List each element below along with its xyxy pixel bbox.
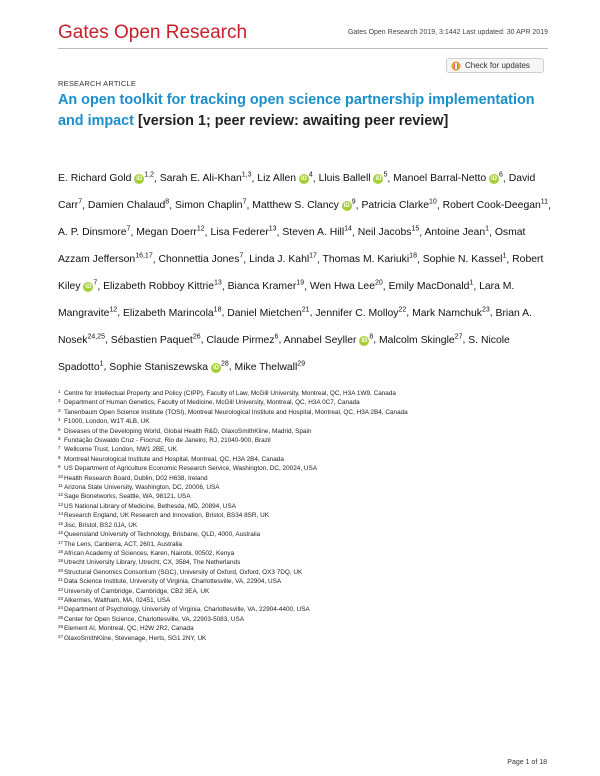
affiliation-text: Jisc, Bristol, BS2 0JA, UK bbox=[64, 521, 138, 529]
author-name[interactable]: Neil Jacobs bbox=[357, 227, 412, 239]
citation-meta: Gates Open Research 2019, 3:1442 Last updated: 30 APR 2019 bbox=[347, 29, 548, 36]
affiliation-text: Diseases of the Developing World, Global Health R&D, GlaxoSmithKline, Madrid, Spain bbox=[64, 427, 312, 435]
title-main: An open toolkit for tracking open science partnership implementation and impact bbox=[58, 92, 535, 129]
affiliation bbox=[58, 492, 558, 501]
affiliation bbox=[58, 455, 558, 464]
affiliation-number: 8 bbox=[58, 454, 61, 460]
affiliation-number: 2 bbox=[58, 398, 61, 404]
author[interactable] bbox=[206, 335, 278, 346]
author-name[interactable]: David Carr bbox=[58, 173, 536, 212]
author[interactable] bbox=[123, 308, 221, 319]
affiliation-number: 3 bbox=[58, 407, 61, 413]
article-title bbox=[58, 90, 550, 132]
author-name[interactable]: Osmat Azzam Jefferson bbox=[58, 227, 526, 266]
author-name[interactable]: Mike Thelwall bbox=[234, 361, 298, 373]
author[interactable] bbox=[252, 200, 355, 211]
author-name[interactable]: Daniel Mietchen bbox=[227, 307, 302, 319]
author-name[interactable]: Sophie Staniszewska bbox=[109, 361, 209, 373]
author-name[interactable]: Antoine Jean bbox=[424, 227, 486, 239]
author[interactable] bbox=[88, 200, 169, 211]
affiliation-number: 9 bbox=[58, 464, 61, 470]
check-for-updates-button[interactable] bbox=[446, 58, 544, 73]
affiliation-number: 11 bbox=[58, 483, 63, 489]
affiliation-number: 20 bbox=[58, 567, 64, 573]
author-name[interactable]: Megan Doerr bbox=[136, 227, 197, 239]
author-name[interactable]: Lisa Federer bbox=[210, 227, 269, 239]
author-name[interactable]: S. Nicole Spadotto bbox=[58, 334, 510, 373]
affiliation bbox=[58, 445, 558, 454]
author[interactable] bbox=[389, 281, 474, 292]
affiliation-ref: 1 bbox=[502, 252, 507, 260]
affiliation-number: 26 bbox=[58, 624, 64, 630]
author-name[interactable]: Liz Allen bbox=[257, 173, 296, 185]
affiliation bbox=[58, 596, 558, 605]
author[interactable] bbox=[310, 281, 383, 292]
author[interactable] bbox=[58, 173, 154, 184]
affiliation-text: US Department of Agriculture Economic Research Service, Washington, DC, 20024, USA bbox=[64, 465, 318, 473]
author-name[interactable]: Steven A. Hill bbox=[282, 227, 345, 239]
affiliation-ref: 6 bbox=[499, 172, 503, 179]
affiliation bbox=[58, 577, 558, 586]
affiliation-ref: 26 bbox=[192, 333, 201, 341]
affiliation-number: 14 bbox=[58, 511, 64, 517]
author[interactable] bbox=[160, 173, 252, 184]
author-name[interactable]: Damien Chalaud bbox=[87, 200, 166, 212]
author-name[interactable]: Mark Namchuk bbox=[412, 307, 482, 319]
affiliation-number: 27 bbox=[58, 633, 64, 639]
affiliation-number: 15 bbox=[58, 520, 64, 526]
author[interactable] bbox=[315, 308, 406, 319]
affiliation-text: The Lens, Canberra, ACT, 2601, Australia bbox=[64, 540, 182, 548]
affiliation-ref: 13 bbox=[268, 225, 277, 233]
affiliation-number: 18 bbox=[58, 548, 64, 554]
affiliation-ref: 19 bbox=[296, 279, 305, 287]
author-name[interactable]: Lluis Ballell bbox=[318, 173, 371, 185]
affiliation-text: Montreal Neurological Institute and Hospital, Montreal, QC, H3A 2B4, Canada bbox=[64, 455, 284, 463]
orcid-icon[interactable]: iD bbox=[343, 203, 350, 210]
affiliation-text: Utrecht University Library, Utrecht, CX, 3584, The Netherlands bbox=[64, 559, 241, 567]
affiliation bbox=[58, 389, 558, 398]
orcid-icon[interactable]: iD bbox=[300, 176, 307, 183]
author[interactable] bbox=[393, 173, 503, 184]
check-for-updates-label: Check for updates bbox=[465, 61, 530, 70]
author[interactable] bbox=[282, 227, 352, 238]
author-name[interactable]: Patricia Clarke bbox=[361, 200, 430, 212]
author[interactable] bbox=[58, 227, 130, 238]
affiliation-ref: 11 bbox=[540, 198, 549, 206]
author[interactable] bbox=[159, 254, 244, 265]
author[interactable] bbox=[257, 173, 313, 184]
affiliation-ref: 1,2 bbox=[144, 172, 154, 179]
author-name[interactable]: Annabel Seyller bbox=[283, 334, 357, 346]
affiliation bbox=[58, 568, 558, 577]
author-name[interactable]: Brian A. Nosek bbox=[58, 307, 532, 346]
page-header bbox=[58, 22, 548, 46]
affiliation bbox=[58, 521, 558, 530]
affiliation-text: F1000, London, W1T 4LB, UK bbox=[64, 418, 150, 426]
affiliation-ref: 7 bbox=[126, 225, 131, 233]
affiliation-number: 25 bbox=[58, 614, 64, 620]
affiliation-text: GlaxoSmithKline, Stevenage, Herts, SG1 2NY, UK bbox=[64, 634, 207, 642]
affiliation-text: Health Research Board, Dublin, D02 H638, Ireland bbox=[64, 474, 208, 482]
affiliation-text: Fundação Oswaldo Cruz - Fiocruz, Rio de Janeiro, RJ, 21040-900, Brazil bbox=[64, 437, 271, 445]
orcid-icon[interactable]: iD bbox=[491, 176, 498, 183]
affiliation-text: Structural Genomics Consortium (SGC), University of Oxford, Oxford, OX3 7DQ, UK bbox=[64, 568, 303, 576]
author-name[interactable]: Malcolm Skingle bbox=[379, 334, 455, 346]
author[interactable] bbox=[319, 173, 388, 184]
author-name[interactable]: Bianca Kramer bbox=[227, 280, 297, 292]
affiliation-number: 16 bbox=[58, 530, 64, 536]
author[interactable] bbox=[284, 335, 374, 346]
affiliation-ref: 8 bbox=[165, 198, 170, 206]
affiliation-ref: 15 bbox=[411, 225, 420, 233]
author-name[interactable]: Linda J. Kahl bbox=[249, 254, 310, 266]
author-name[interactable]: Manoel Barral-Netto bbox=[393, 173, 487, 185]
author-name[interactable]: Robert Cook-Deegan bbox=[442, 200, 541, 212]
author[interactable] bbox=[358, 227, 420, 238]
affiliation-number: 19 bbox=[58, 558, 64, 564]
affiliation-ref: 18 bbox=[213, 306, 222, 314]
affiliation-ref: 13 bbox=[214, 279, 222, 287]
affiliation-text: Research England, UK Research and Innovation, Bristol, BS34 8SR, UK bbox=[64, 512, 269, 520]
affiliation bbox=[58, 398, 558, 407]
affiliation-text: Tanenbaum Open Science Institute (TOSI), Montreal Neurological Institute and Hospital, Montreal, QC, H3A 2B4, Canada bbox=[64, 408, 408, 416]
affiliation-ref: 14 bbox=[344, 225, 352, 233]
affiliation-ref: 1 bbox=[469, 279, 474, 287]
affiliation-number: 5 bbox=[58, 426, 61, 432]
affiliation-ref: 21 bbox=[301, 306, 310, 314]
affiliation-text: Department of Human Genetics, Faculty of Medicine, McGill University, Montreal, QC, H3A 0C7, Canada bbox=[64, 399, 360, 407]
author-name[interactable]: Matthew S. Clancy bbox=[252, 200, 339, 212]
affiliation-ref: 5 bbox=[383, 172, 388, 179]
affiliation-ref: 28 bbox=[220, 360, 229, 368]
affiliation-text: Element AI, Montreal, QC, H2W 2R2, Canada bbox=[64, 625, 194, 633]
affiliation-number: 17 bbox=[58, 539, 64, 545]
affiliation-number: 21 bbox=[58, 577, 64, 583]
author-name[interactable]: Emily MacDonald bbox=[388, 280, 470, 292]
affiliation bbox=[58, 408, 558, 417]
affiliation-number: 1 bbox=[58, 389, 61, 394]
author[interactable] bbox=[103, 281, 222, 292]
affiliation-number: 12 bbox=[58, 492, 64, 498]
author[interactable] bbox=[361, 200, 436, 211]
peer-review-status: [version 1; peer review: awaiting peer review] bbox=[133, 113, 449, 129]
header-divider bbox=[58, 48, 548, 49]
author[interactable] bbox=[323, 254, 417, 265]
page-number: Page 1 of 18 bbox=[507, 759, 547, 766]
affiliation-ref: 7 bbox=[93, 279, 98, 287]
affiliation-ref: 17 bbox=[309, 252, 317, 260]
author[interactable] bbox=[379, 335, 462, 346]
affiliation-number: 24 bbox=[58, 605, 64, 611]
affiliation-list bbox=[58, 389, 558, 643]
affiliation-text: Data Science Institute, University of Virginia, Charlottesville, VA, 22904, USA bbox=[64, 578, 282, 586]
author-name[interactable]: Claude Pirmez bbox=[206, 334, 275, 346]
author[interactable] bbox=[235, 362, 306, 373]
orcid-icon[interactable]: iD bbox=[212, 364, 219, 371]
affiliation bbox=[58, 427, 558, 436]
affiliation bbox=[58, 511, 558, 520]
orcid-icon[interactable]: iD bbox=[85, 283, 92, 290]
affiliation-text: Arizona State University, Washington, DC, 20006, USA bbox=[64, 484, 220, 492]
crossmark-icon bbox=[451, 61, 461, 71]
author-name[interactable]: Elizabeth Marincola bbox=[122, 307, 214, 319]
affiliation-ref: 6 bbox=[274, 333, 279, 341]
affiliation-text: Wellcome Trust, London, NW1 2BE, UK bbox=[64, 446, 177, 454]
affiliation bbox=[58, 417, 558, 426]
affiliation bbox=[58, 558, 558, 567]
affiliation-ref: 18 bbox=[409, 252, 417, 260]
affiliation-ref: 20 bbox=[374, 279, 383, 287]
affiliation-ref: 1 bbox=[485, 225, 490, 233]
affiliation bbox=[58, 634, 558, 643]
author[interactable] bbox=[228, 281, 305, 292]
affiliation-ref: 16,17 bbox=[135, 252, 153, 260]
affiliation-text: Queensland University of Technology, Brisbane, QLD, 4000, Australia bbox=[64, 531, 261, 539]
affiliation-number: 7 bbox=[58, 445, 61, 451]
affiliation-ref: 10 bbox=[429, 198, 437, 206]
affiliation-text: Sage Bionetworks, Seattle, WA, 98121, USA bbox=[64, 493, 191, 501]
affiliation-ref: 1 bbox=[99, 360, 104, 368]
author[interactable] bbox=[443, 200, 548, 211]
affiliation bbox=[58, 436, 558, 445]
affiliation-ref: 22 bbox=[398, 306, 407, 314]
affiliation bbox=[58, 540, 558, 549]
author[interactable] bbox=[227, 308, 309, 319]
author[interactable] bbox=[111, 335, 201, 346]
author-name[interactable]: Thomas M. Kariuki bbox=[322, 254, 410, 266]
author[interactable] bbox=[109, 362, 228, 373]
affiliation bbox=[58, 474, 558, 483]
author-name[interactable]: Robert Kiley bbox=[58, 254, 544, 292]
affiliation-ref: 12 bbox=[196, 225, 205, 233]
author-name[interactable]: Sarah E. Ali-Khan bbox=[159, 173, 242, 185]
author-name[interactable]: Lara M. Mangravite bbox=[58, 280, 515, 319]
affiliation-ref: 7 bbox=[239, 252, 244, 260]
affiliation-text: African Academy of Sciences, Karen, Nairobi, 00502, Kenya bbox=[64, 549, 235, 557]
affiliation bbox=[58, 624, 558, 633]
affiliation-ref: 4 bbox=[308, 172, 313, 179]
affiliation-ref: 23 bbox=[481, 306, 490, 314]
affiliation bbox=[58, 615, 558, 624]
affiliation-ref: 29 bbox=[297, 360, 306, 368]
affiliation-ref: 1,3 bbox=[241, 172, 252, 179]
affiliation-ref: 7 bbox=[78, 198, 83, 206]
affiliation-ref: 9 bbox=[351, 198, 356, 206]
affiliation bbox=[58, 605, 558, 614]
affiliation-text: Department of Psychology, University of Virginia, Charlottesville, VA, 22904-4400, USA bbox=[64, 606, 310, 614]
orcid-icon[interactable]: iD bbox=[375, 176, 382, 183]
affiliation-ref: 24,25 bbox=[87, 333, 105, 341]
affiliation-text: Alkermes, Waltham, MA, 02451, USA bbox=[64, 596, 171, 604]
author-name[interactable]: Chonnettia Jones bbox=[158, 254, 240, 266]
affiliation-ref: 7 bbox=[242, 198, 247, 206]
affiliation bbox=[58, 483, 558, 492]
affiliation-text: Center for Open Science, Charlottesville, VA, 22903-5083, USA bbox=[64, 615, 244, 623]
affiliation-number: 23 bbox=[58, 595, 64, 601]
author[interactable] bbox=[249, 254, 317, 265]
article-type: RESEARCH ARTICLE bbox=[58, 79, 137, 88]
affiliation-text: Centre for Intellectual Property and Policy (CIPP), Faculty of Law, McGill University, Montreal, QC, H3A 1W9, Canada bbox=[64, 390, 396, 397]
affiliation bbox=[58, 502, 558, 511]
affiliation-number: 10 bbox=[58, 473, 64, 479]
author-list: E. Richard Gold iD$^{1,2}$, Sarah E. Ali-Khan$^{1,3}$, Liz Allen $iD^4$, Lluis Ballell $iD^5$, Manoel Barral-Netto $iD^6$, David Carr$^7$, Damien Chalaud$^8$, Simon Chaplin$^7$, Matthew S. Clancy $iD^9$, Patricia Clarke$^{10}$, Robert Cook-Deegan$^{11}$, A. P. Dinsmore$^7$, Megan Doerr$^{12}$, Lisa Federer$^{13}$, Steven A. Hill$^{14}$, Neil Jacobs$^{15}$, Antoine Jean$^1$, Osmat Azzam Jefferson$^{16,17}$, Chonnettia Jones$^7$, Linda J. Kahl$^{17}$, Thomas M. Kariuki$^{18}$, Sophie N. Kassel$^1$, Robert Kiley $iD^7$, Elizabeth Robboy Kittrie$^{13}$, Bianca Kramer$^{19}$, Wen Hwa Lee$^{20}$, Emily MacDonald$^1$, Lara M. Mangravite$^{12}$, Elizabeth Marincola$^{18}$, Daniel Mietchen$^{21}$, Jennifer C. Molloy$^{22}$, Mark Namchuk$^{23}$, Brian A. Nosek$^{24,25}$, Sébastien Paquet$^{26}$, Claude Pirmez$^6$, Annabel Seyller $iD^8$, Malcolm Skingle$^{27}$, S. Nicole Spadotto$^1$, Sophie Staniszewska $iD^{28}$, Mike Thelwall$^{29}$ bbox=[58, 172, 551, 373]
affiliation-ref: 27 bbox=[454, 333, 463, 341]
affiliation-number: 4 bbox=[58, 417, 61, 423]
author-name[interactable]: Elizabeth Robboy Kittrie bbox=[103, 280, 215, 292]
author-name[interactable]: E. Richard Gold bbox=[58, 173, 132, 185]
orcid-icon[interactable]: iD bbox=[136, 176, 143, 183]
author[interactable] bbox=[412, 308, 490, 319]
author-name[interactable]: Simon Chaplin bbox=[174, 200, 243, 212]
orcid-icon[interactable]: iD bbox=[361, 337, 368, 344]
author[interactable] bbox=[210, 227, 276, 238]
author-name[interactable]: Jennifer C. Molloy bbox=[315, 307, 399, 319]
affiliation-ref: 12 bbox=[109, 306, 118, 314]
affiliation-ref: 8 bbox=[369, 333, 374, 341]
affiliation-number: 22 bbox=[58, 586, 64, 592]
author-name[interactable]: Sophie N. Kassel bbox=[422, 254, 503, 266]
affiliation bbox=[58, 587, 558, 596]
affiliation-number: 13 bbox=[58, 501, 64, 507]
author-name[interactable]: Wen Hwa Lee bbox=[309, 280, 375, 292]
author[interactable] bbox=[424, 227, 489, 238]
author-name[interactable]: Sébastien Paquet bbox=[110, 334, 193, 346]
author-name[interactable]: A. P. Dinsmore bbox=[58, 227, 127, 239]
author[interactable] bbox=[423, 254, 507, 265]
affiliation bbox=[58, 464, 558, 473]
journal-brand[interactable]: Gates Open Research bbox=[58, 22, 248, 43]
affiliation-text: US National Library of Medicine, Bethesda, MD, 20894, USA bbox=[64, 502, 236, 510]
author[interactable] bbox=[136, 227, 204, 238]
affiliation-number: 6 bbox=[58, 436, 61, 442]
affiliation-text: University of Cambridge, Cambridge, CB2 3EA, UK bbox=[64, 587, 210, 595]
author[interactable] bbox=[175, 200, 246, 211]
affiliation bbox=[58, 549, 558, 558]
affiliation bbox=[58, 530, 558, 539]
